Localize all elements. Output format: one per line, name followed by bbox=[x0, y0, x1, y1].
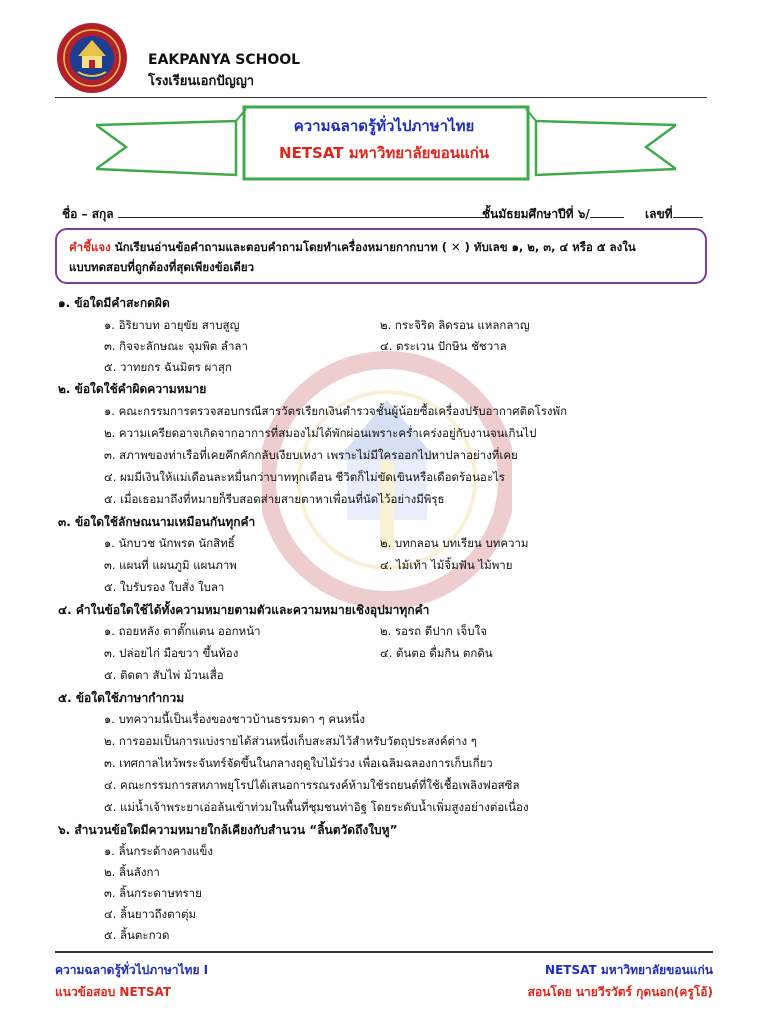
q5-option-4[interactable]: ๔. คณะกรรมการสหภาพยุโรปได้เสนอการรณรงค์ห้ามใช้รถยนต์ที่ใช้เชื้อเพลิงฟอสซิล bbox=[104, 778, 520, 792]
name-field[interactable] bbox=[118, 205, 488, 218]
question-5: ๕. ข้อใดใช้ภาษากำกวม bbox=[58, 691, 185, 705]
school-name-th: โรงเรียนเอกปัญญา bbox=[148, 74, 255, 89]
question-6: ๖. สำนวนข้อใดมีความหมายใกล้เคียงกับสำนวน “ลิ้นตวัดถึงใบหู” bbox=[58, 823, 398, 837]
q3-option-2[interactable]: ๒. บทกลอน บทเรียน บทความ bbox=[380, 536, 529, 550]
q5-option-2[interactable]: ๒. การออมเป็นการแบ่งรายได้ส่วนหนึ่งเก็บสะสมไว้สำหรับวัตถุประสงค์ต่าง ๆ bbox=[104, 734, 477, 748]
header-divider bbox=[55, 97, 707, 98]
q5-option-5[interactable]: ๕. แม่น้ำเจ้าพระยาเอ่อล้นเข้าท่วมในพื้นที่ชุมชนท่าอิฐ โดยระดับน้ำเพิ่มสูงอย่างต่อเนื่อง bbox=[104, 800, 529, 814]
q1-option-3[interactable]: ๓. กิจจะลักษณะ จุมพิต ลำลา bbox=[104, 339, 248, 353]
title-line-2: NETSAT มหาวิทยาลัยขอนแก่น bbox=[279, 144, 489, 162]
title-line-1: ความฉลาดรู้ทั่วไปภาษาไทย bbox=[293, 117, 475, 135]
name-label: ชื่อ – สกุล bbox=[62, 205, 488, 224]
q4-option-3[interactable]: ๓. ปล่อยไก่ มือขวา ขึ้นห้อง bbox=[104, 646, 239, 660]
footer-left-bottom: แนวข้อสอบ NETSAT bbox=[55, 985, 172, 999]
number-label: เลขที่ bbox=[645, 205, 703, 224]
instructions-line-1: นักเรียนอ่านข้อคำถามและตอบคำถามโดยทำเครื่องหมายกากบาท ( ✕ ) ทับเลข ๑, ๒, ๓, ๔ หรือ ๕ ลงใน bbox=[114, 240, 636, 254]
q6-option-5[interactable]: ๕. ลิ้นตะกวด bbox=[104, 928, 170, 942]
grade-field[interactable] bbox=[590, 205, 624, 218]
school-logo-icon bbox=[56, 22, 128, 94]
footer-right-bottom: สอนโดย นายวีรวัตร์ กุดนอก(ครูโอ้) bbox=[527, 985, 713, 999]
q6-option-3[interactable]: ๓. ลิ้นกระดาษทราย bbox=[104, 886, 202, 900]
q1-option-1[interactable]: ๑. อิริยาบท อายุขัย สาบสูญ bbox=[104, 318, 240, 332]
q1-option-2[interactable]: ๒. กระจิริด ลิดรอน แหลกลาญ bbox=[380, 318, 530, 332]
q4-option-1[interactable]: ๑. ถอยหลัง ตาตั๊กแตน ออกหน้า bbox=[104, 624, 261, 638]
q2-option-3[interactable]: ๓. สภาพของท่าเรือที่เคยคึกคักกลับเงียบเหงา เพราะไม่มีใครออกไปหาปลาอย่างที่เคย bbox=[104, 448, 518, 462]
question-2: ๒. ข้อใดใช้คำผิดความหมาย bbox=[58, 382, 207, 396]
school-name-en: EAKPANYA SCHOOL bbox=[148, 52, 301, 68]
number-field[interactable] bbox=[673, 205, 703, 218]
question-3: ๓. ข้อใดใช้ลักษณนามเหมือนกันทุกคำ bbox=[58, 515, 256, 529]
q6-option-4[interactable]: ๔. ลิ้นยาวถึงตาตุ่ม bbox=[104, 907, 197, 921]
question-1: ๑. ข้อใดมีคำสะกดผิด bbox=[58, 296, 170, 310]
q4-option-2[interactable]: ๒. รอรถ ตีปาก เจ็บใจ bbox=[380, 624, 487, 638]
q5-option-3[interactable]: ๓. เทศกาลไหว้พระจันทร์จัดขึ้นในกลางฤดูใบไม้ร่วง เพื่อเฉลิมฉลองการเก็บเกี่ยว bbox=[104, 756, 493, 770]
q3-option-4[interactable]: ๔. ไม้เท้า ไม้จิ้มฟัน ไม้พาย bbox=[380, 558, 513, 572]
q3-option-5[interactable]: ๕. ใบรับรอง ใบสั่ง ใบลา bbox=[104, 580, 225, 594]
footer-divider bbox=[55, 951, 713, 953]
q2-option-5[interactable]: ๕. เมื่อเธอมาถึงที่หมายก็รีบสอดส่ายสายตาหาเพื่อนที่นัดไว้อย่างมีพิรุธ bbox=[104, 492, 445, 506]
q3-option-1[interactable]: ๑. นักบวช นักพรต นักสิทธิ์ bbox=[104, 536, 235, 550]
q6-option-1[interactable]: ๑. ลิ้นกระด้างคางแข็ง bbox=[104, 844, 214, 858]
footer-left-top: ความฉลาดรู้ทั่วไปภาษาไทย I bbox=[55, 963, 209, 977]
q1-option-5[interactable]: ๕. วาทยกร ฉันมิตร ผาสุก bbox=[104, 360, 232, 374]
q2-option-4[interactable]: ๔. ผมมีเงินให้แม่เดือนละหมื่นกว่าบาททุกเดือน ชีวิตก็ไม่ขัดเขินหรือเดือดร้อนอะไร bbox=[104, 470, 505, 484]
q1-option-4[interactable]: ๔. ตระเวน ปักษิน ชัชวาล bbox=[380, 339, 507, 353]
footer-right-top: NETSAT มหาวิทยาลัยขอนแก่น bbox=[545, 963, 713, 977]
q5-option-1[interactable]: ๑. บทความนี้เป็นเรื่องของชาวบ้านธรรมดา ๆ คนหนึ่ง bbox=[104, 712, 365, 726]
q3-option-3[interactable]: ๓. แผนที่ แผนภูมิ แผนภาพ bbox=[104, 558, 237, 572]
q2-option-1[interactable]: ๑. คณะกรรมการตรวจสอบกรณีสารวัตรเรียกเงินตำรวจชั้นผู้น้อยซื้อเครื่องปรับอากาศติดโรงพัก bbox=[104, 404, 568, 418]
q4-option-4[interactable]: ๔. ต้นตอ ดื่มกิน ตกดิน bbox=[380, 646, 493, 660]
instructions-box bbox=[55, 228, 707, 284]
q4-option-5[interactable]: ๕. ติดตา สับไพ่ ม้วนเสื่อ bbox=[104, 668, 224, 682]
q2-option-2[interactable]: ๒. ความเครียดอาจเกิดจากอาการที่สมองไม่ได้พักผ่อนเพราะคร่ำเคร่งอยู่กับงานจนเกินไป bbox=[104, 426, 537, 440]
instructions-label: คำชี้แจง bbox=[69, 240, 111, 254]
question-4: ๔. คำในข้อใดใช้ได้ทั้งความหมายตามตัวและความหมายเชิงอุปมาทุกคำ bbox=[58, 603, 430, 617]
q6-option-2[interactable]: ๒. ลิ้นลังกา bbox=[104, 865, 160, 879]
grade-label: ชั้นมัธยมศึกษาปีที่ ๖/ bbox=[482, 205, 624, 224]
instructions-line-2: แบบทดสอบที่ถูกต้องที่สุดเพียงข้อเดียว bbox=[69, 260, 255, 274]
